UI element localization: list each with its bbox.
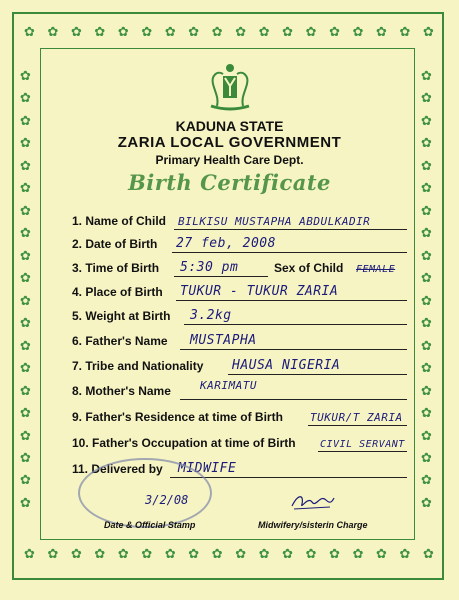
flower-ornament-icon: ✿ [20, 406, 31, 422]
field-label: 5. Weight at Birth [72, 309, 171, 323]
flower-ornament-icon: ✿ [47, 25, 59, 40]
flower-ornament-icon: ✿ [421, 248, 432, 264]
flower-ornament-icon: ✿ [20, 383, 31, 399]
ornament-row-bottom [24, 548, 434, 561]
flower-ornament-icon: ✿ [117, 25, 129, 40]
state-name: KADUNA STATE [175, 118, 284, 134]
flower-ornament-icon: ✿ [94, 25, 106, 40]
flower-ornament-icon: ✿ [141, 547, 153, 562]
field-value: TUKUR/T ZARIA [310, 411, 403, 424]
flower-ornament-icon: ✿ [399, 25, 411, 40]
flower-ornament-icon: ✿ [70, 547, 82, 562]
flower-ornament-icon: ✿ [421, 361, 432, 377]
document-title: Birth Certificate [128, 170, 331, 195]
flower-ornament-icon: ✿ [188, 25, 200, 40]
field-label: 11. Delivered by [72, 462, 163, 476]
flower-ornament-icon: ✿ [329, 547, 340, 562]
field-label-sex: Sex of Child [274, 261, 344, 275]
flower-ornament-icon: ✿ [422, 25, 434, 40]
field-fathers-name [72, 330, 407, 350]
flower-ornament-icon: ✿ [329, 25, 340, 40]
field-value: 3.2kg [190, 308, 232, 323]
flower-ornament-icon: ✿ [20, 361, 31, 377]
field-label: 7. Tribe and Nationality [72, 359, 204, 373]
nigerian-coat-of-arms-icon [203, 60, 257, 112]
midwife-signature [290, 490, 336, 512]
field-value: TUKUR - TUKUR ZARIA [180, 284, 339, 299]
flower-ornament-icon: ✿ [20, 428, 31, 444]
flower-ornament-icon: ✿ [282, 547, 294, 562]
ornament-row-top [24, 26, 434, 39]
field-value: MIDWIFE [178, 461, 237, 476]
flower-ornament-icon: ✿ [305, 25, 317, 40]
field-mothers-name [72, 380, 407, 400]
field-time-of-birth [72, 257, 407, 277]
flower-ornament-icon: ✿ [258, 547, 270, 562]
field-weight-at-birth [72, 305, 407, 325]
flower-ornament-icon: ✿ [47, 547, 59, 562]
flower-ornament-icon: ✿ [421, 226, 432, 242]
flower-ornament-icon: ✿ [421, 473, 432, 489]
flower-ornament-icon: ✿ [20, 450, 31, 466]
field-label: 6. Father's Name [72, 334, 168, 348]
field-label: 3. Time of Birth [72, 261, 160, 275]
flower-ornament-icon: ✿ [282, 25, 294, 40]
flower-ornament-icon: ✿ [24, 25, 35, 40]
flower-ornament-icon: ✿ [20, 248, 31, 264]
field-value-sex: FEMALE [356, 264, 396, 275]
flower-ornament-icon: ✿ [421, 316, 432, 332]
field-label: 10. Father's Occupation at time of Birth [72, 436, 296, 450]
field-value: BILKISU MUSTAPHA ABDULKADIR [178, 215, 371, 228]
department-name: Primary Health Care Dept. [155, 153, 304, 167]
flower-ornament-icon: ✿ [235, 25, 247, 40]
flower-ornament-icon: ✿ [20, 338, 31, 354]
flower-ornament-icon: ✿ [20, 293, 31, 309]
flower-ornament-icon: ✿ [20, 203, 31, 219]
flower-ornament-icon: ✿ [352, 547, 364, 562]
flower-ornament-icon: ✿ [164, 25, 176, 40]
field-label: 8. Mother's Name [72, 384, 171, 398]
flower-ornament-icon: ✿ [421, 293, 432, 309]
field-label: 2. Date of Birth [72, 237, 158, 251]
field-value: KARIMATU [200, 379, 257, 392]
flower-ornament-icon: ✿ [20, 226, 31, 242]
flower-ornament-icon: ✿ [421, 136, 432, 152]
flower-ornament-icon: ✿ [421, 450, 432, 466]
flower-ornament-icon: ✿ [421, 338, 432, 354]
flower-ornament-icon: ✿ [20, 113, 31, 129]
flower-ornament-icon: ✿ [422, 547, 434, 562]
field-value: MUSTAPHA [190, 333, 257, 348]
flower-ornament-icon: ✿ [20, 91, 31, 107]
flower-ornament-icon: ✿ [421, 69, 432, 84]
flower-ornament-icon: ✿ [258, 25, 270, 40]
field-name-of-child [72, 210, 407, 230]
stamp-date: 3/2/08 [145, 493, 189, 507]
local-government-name: ZARIA LOCAL GOVERNMENT [117, 134, 342, 151]
flower-ornament-icon: ✿ [376, 25, 387, 40]
flower-ornament-icon: ✿ [94, 547, 106, 562]
field-value: 5:30 pm [180, 260, 239, 275]
footer-date-stamp-label: Date & Official Stamp [104, 520, 196, 530]
field-place-of-birth [72, 281, 407, 301]
flower-ornament-icon: ✿ [24, 547, 35, 562]
field-label: 9. Father's Residence at time of Birth [72, 410, 283, 424]
flower-ornament-icon: ✿ [235, 547, 247, 562]
flower-ornament-icon: ✿ [211, 25, 223, 40]
flower-ornament-icon: ✿ [421, 113, 432, 129]
field-fathers-occupation [72, 432, 407, 452]
flower-ornament-icon: ✿ [399, 547, 411, 562]
flower-ornament-icon: ✿ [421, 495, 432, 511]
flower-ornament-icon: ✿ [20, 271, 31, 287]
flower-ornament-icon: ✿ [70, 25, 82, 40]
footer-midwife-label: Midwifery/sisterin Charge [258, 520, 368, 530]
flower-ornament-icon: ✿ [352, 25, 364, 40]
field-date-of-birth [72, 233, 407, 253]
field-label: 4. Place of Birth [72, 285, 163, 299]
field-value: 27 feb, 2008 [176, 236, 276, 251]
flower-ornament-icon: ✿ [421, 271, 432, 287]
flower-ornament-icon: ✿ [20, 495, 31, 511]
flower-ornament-icon: ✿ [421, 406, 432, 422]
flower-ornament-icon: ✿ [421, 158, 432, 174]
flower-ornament-icon: ✿ [376, 547, 387, 562]
flower-ornament-icon: ✿ [211, 547, 223, 562]
flower-ornament-icon: ✿ [188, 547, 200, 562]
flower-ornament-icon: ✿ [421, 428, 432, 444]
flower-ornament-icon: ✿ [20, 473, 31, 489]
flower-ornament-icon: ✿ [421, 203, 432, 219]
flower-ornament-icon: ✿ [117, 547, 129, 562]
flower-ornament-icon: ✿ [421, 91, 432, 107]
flower-ornament-icon: ✿ [421, 181, 432, 197]
flower-ornament-icon: ✿ [20, 181, 31, 197]
field-fathers-residence [72, 406, 407, 426]
flower-ornament-icon: ✿ [305, 547, 317, 562]
flower-ornament-icon: ✿ [20, 69, 31, 84]
field-tribe-and-nationality [72, 355, 407, 375]
field-value: CIVIL SERVANT [320, 439, 405, 450]
flower-ornament-icon: ✿ [20, 316, 31, 332]
flower-ornament-icon: ✿ [421, 383, 432, 399]
flower-ornament-icon: ✿ [20, 158, 31, 174]
flower-ornament-icon: ✿ [141, 25, 153, 40]
field-value: HAUSA NIGERIA [232, 358, 341, 373]
field-label: 1. Name of Child [72, 214, 167, 228]
flower-ornament-icon: ✿ [20, 136, 31, 152]
flower-ornament-icon: ✿ [164, 547, 176, 562]
